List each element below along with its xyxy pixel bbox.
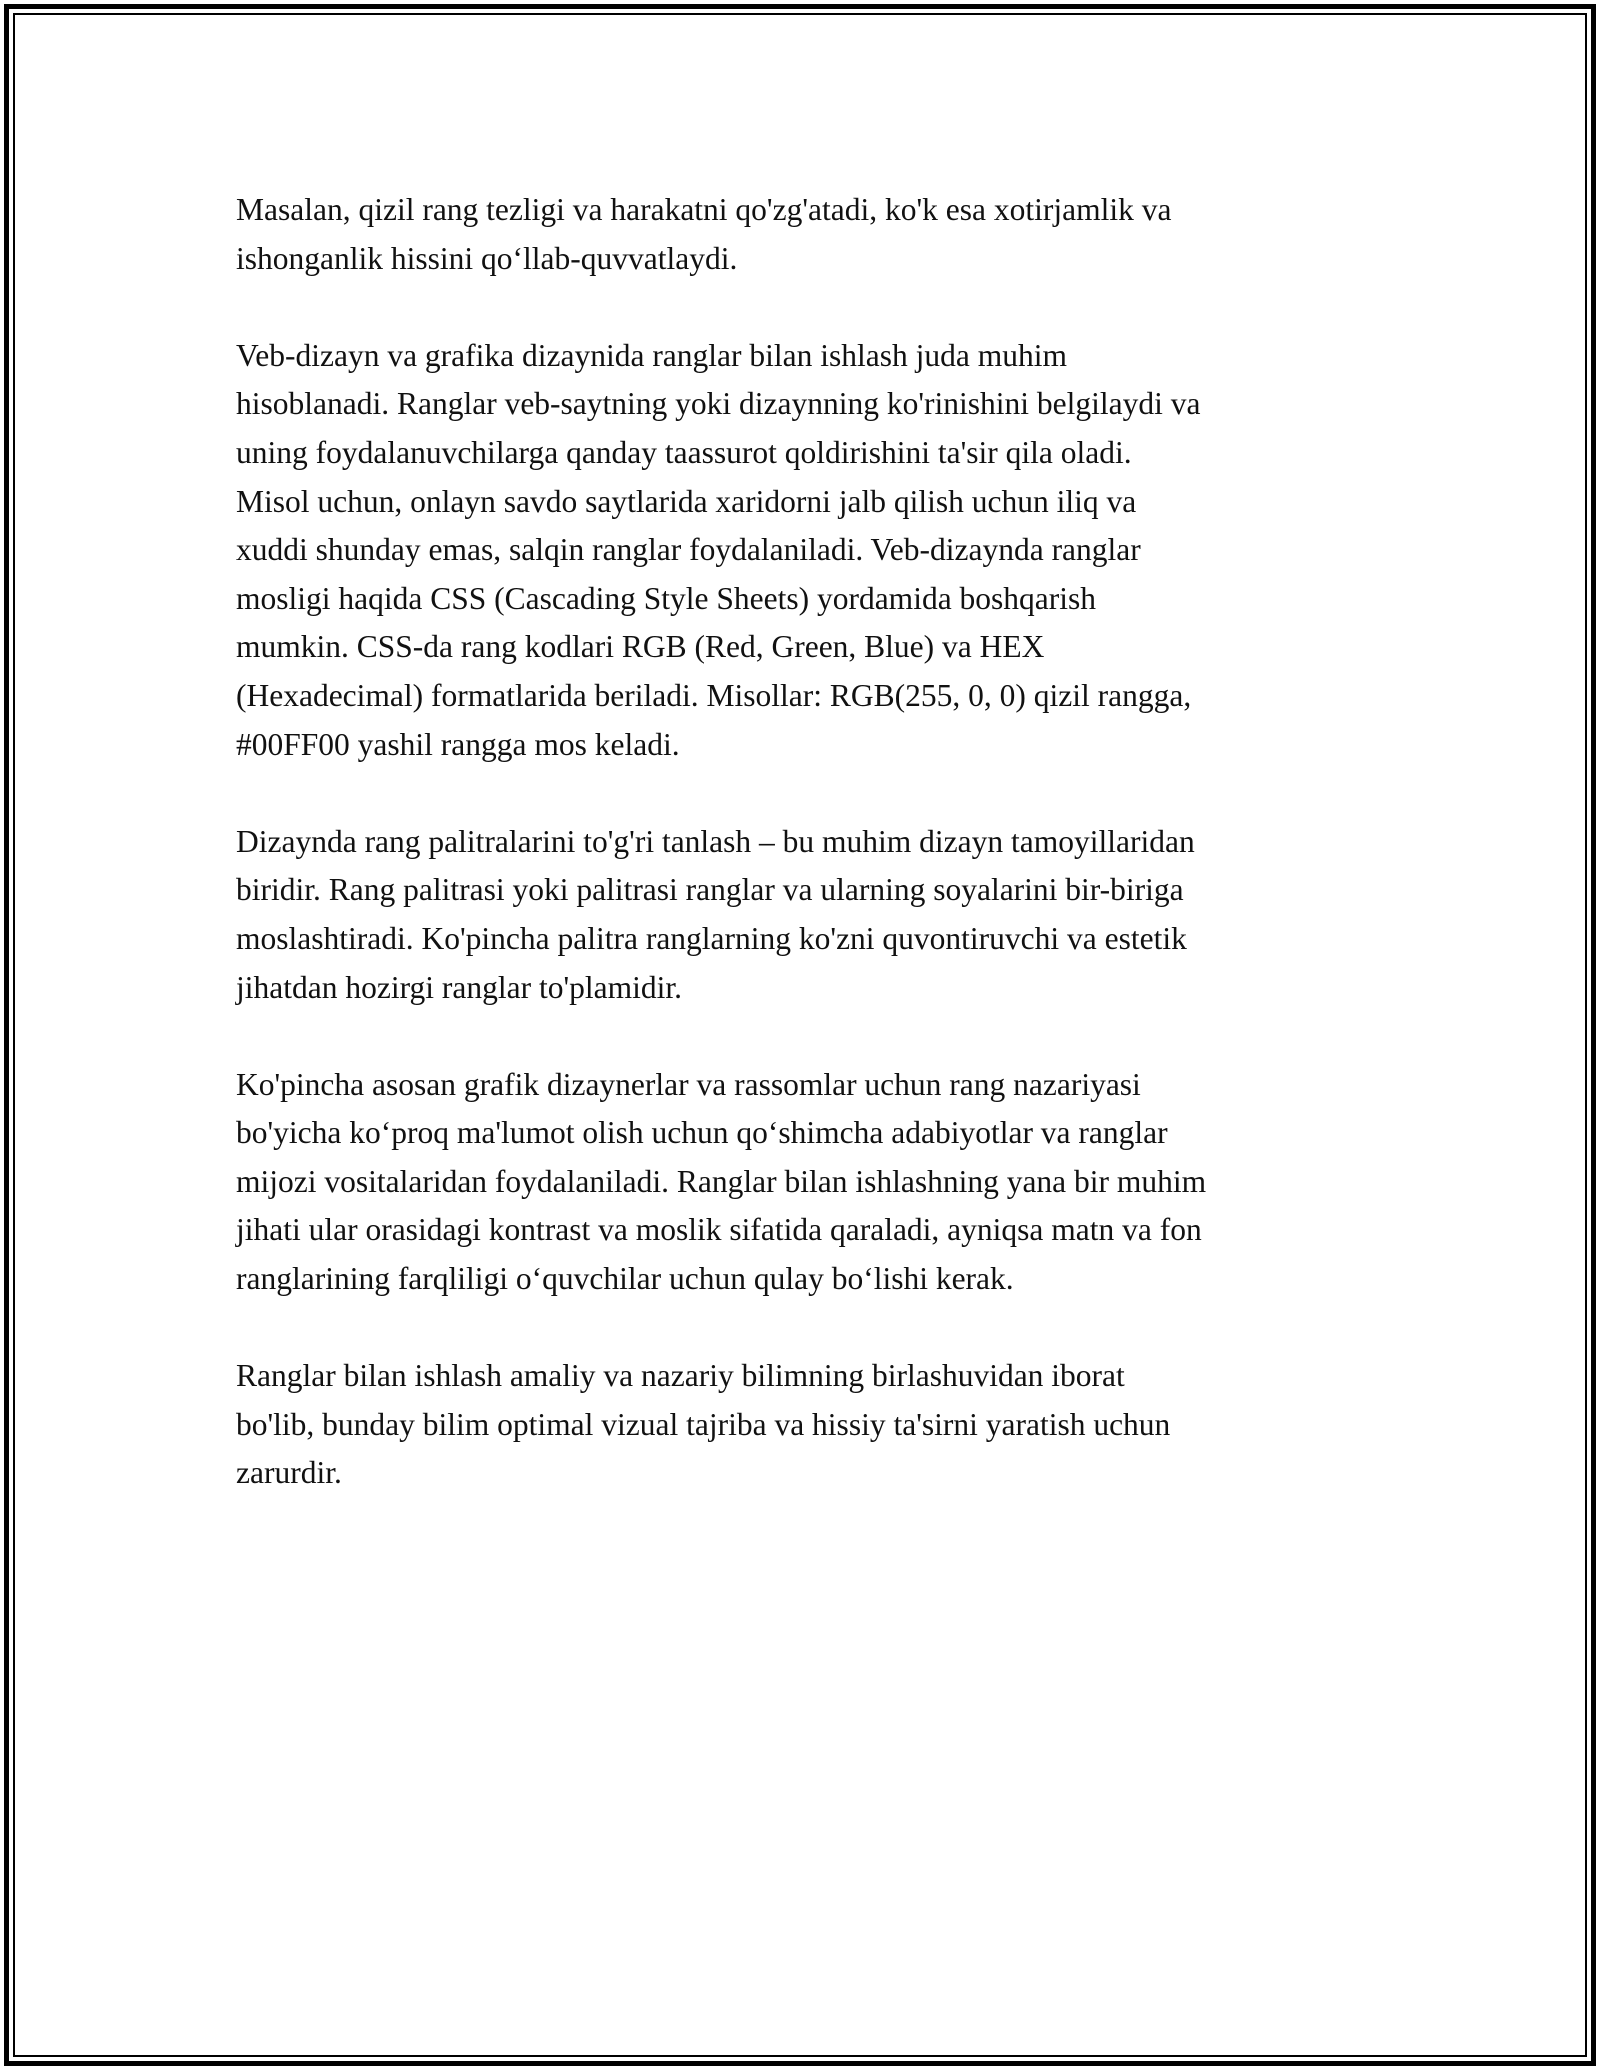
paragraph-3: Dizaynda rang palitralarini to'g'ri tanlash – bu muhim dizayn tamoyillaridan biridir. Rang palitrasi yoki palitrasi ranglar va ularning soyalarini bir-biriga moslashtiradi. Ko'pincha palitra ranglarning ko'zni quvontiruvchi va estetik jihatdan hozirgi ranglar to'plamidir. xyxy=(236,823,1195,1005)
paragraph-1: Masalan, qizil rang tezligi va harakatni qo'zg'atadi, ko'k esa xotirjamlik va ishonganlik hissini qo‘llab-quvvatlaydi. xyxy=(236,192,1172,276)
paragraph-2: Veb-dizayn va grafika dizaynida ranglar bilan ishlash juda muhim hisoblanadi. Ranglar veb-saytning yoki dizaynning ko'rinishini belgilaydi va uning foydalanuvchilarga qanday taassurot qoldirishini ta'sir qila oladi. Misol uchun, onlayn savdo saytlarida xaridorni jalb qilish uchun iliq va xuddi shunday emas, salqin ranglar foydalaniladi. Veb-dizaynda ranglar mosligi haqida CSS (Cascading Style Sheets) yordamida boshqarish mumkin. CSS-da rang kodlari RGB (Red, Green, Blue) va HEX (Hexadecimal) formatlarida beriladi. Misollar: RGB(255, 0, 0) qizil rangga, #00FF00 yashil rangga mos keladi. xyxy=(236,337,1201,762)
document-body xyxy=(236,186,1376,1547)
paragraph-4: Ko'pincha asosan grafik dizaynerlar va rassomlar uchun rang nazariyasi bo'yicha ko‘proq ma'lumot olish uchun qo‘shimcha adabiyotlar va ranglar mijozi vositalaridan foydalaniladi. Ranglar bilan ishlashning yana bir muhim jihati ular orasidagi kontrast va moslik sifatida qaraladi, ayniqsa matn va fon ranglarining farqliligi o‘quvchilar uchun qulay bo‘lishi kerak. xyxy=(236,1066,1207,1297)
paragraph-5: Ranglar bilan ishlash amaliy va nazariy bilimning birlashuvidan iborat bo'lib, bunday bilim optimal vizual tajriba va hissiy ta'sirni yaratish uchun zarurdir. xyxy=(236,1358,1171,1491)
